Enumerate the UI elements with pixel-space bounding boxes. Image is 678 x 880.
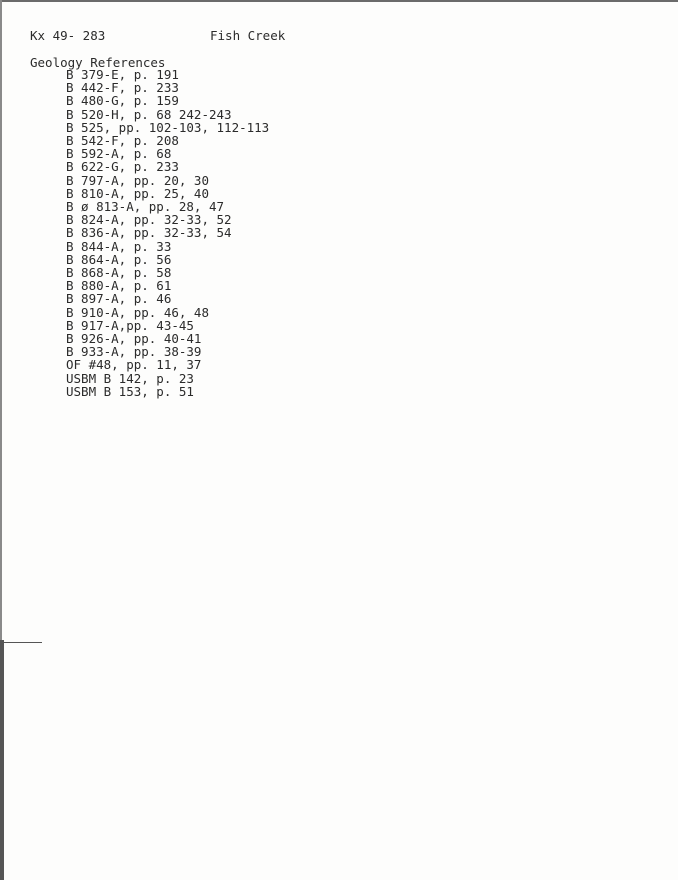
- reference-item: B 525, pp. 102-103, 112-113: [66, 119, 270, 135]
- card-divider-mark: [0, 642, 42, 643]
- reference-item: B 926-A, pp. 40-41: [66, 331, 202, 347]
- reference-item: USBM B 142, p. 23: [66, 370, 194, 386]
- reference-item: B 897-A, p. 46: [66, 291, 172, 307]
- reference-item: B 880-A, p. 61: [66, 278, 172, 294]
- reference-item: B 622-G, p. 233: [66, 159, 179, 175]
- reference-item: B 797-A, pp. 20, 30: [66, 172, 209, 188]
- reference-item: B 480-G, p. 159: [66, 93, 179, 109]
- reference-item: B 836-A, pp. 32-33, 54: [66, 225, 232, 241]
- card-top-edge: [0, 0, 678, 2]
- reference-item: USBM B 153, p. 51: [66, 383, 194, 399]
- reference-item: B 933-A, pp. 38-39: [66, 344, 202, 360]
- reference-item: B 520-H, p. 68 242-243: [66, 106, 232, 122]
- reference-item: B 542-F, p. 208: [66, 133, 179, 149]
- reference-item: OF #48, pp. 11, 37: [66, 357, 202, 373]
- reference-item: B 810-A, pp. 25, 40: [66, 185, 209, 201]
- reference-item: B 864-A, p. 56: [66, 251, 172, 267]
- reference-item: B ø 813-A, pp. 28, 47: [66, 199, 225, 215]
- reference-item: B 844-A, p. 33: [66, 238, 172, 254]
- reference-list: [66, 68, 269, 398]
- location-name: Fish Creek: [210, 28, 286, 43]
- reference-item: B 910-A, pp. 46, 48: [66, 304, 209, 320]
- card-header: [30, 28, 285, 43]
- record-id: Kx 49- 283: [30, 28, 106, 43]
- reference-item: B 592-A, p. 68: [66, 146, 172, 162]
- reference-item: B 442-F, p. 233: [66, 80, 179, 96]
- card-left-shadow: [0, 640, 4, 880]
- reference-item: B 868-A, p. 58: [66, 265, 172, 281]
- reference-item: B 379-E, p. 191: [66, 67, 179, 82]
- reference-item: B 824-A, pp. 32-33, 52: [66, 212, 232, 228]
- section-title: Geology References: [30, 55, 166, 70]
- reference-item: B 917-A,pp. 43-45: [66, 317, 194, 333]
